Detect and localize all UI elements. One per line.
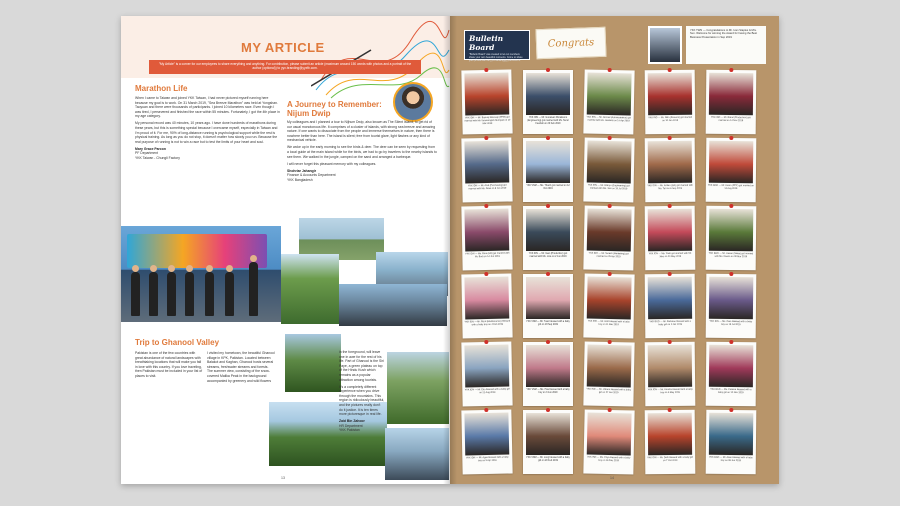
pushpin-icon: [729, 136, 733, 140]
bulletin-photo: [648, 141, 692, 183]
runner-figure: [149, 272, 158, 316]
bulletin-caption: YKK VNM — Ms. Thanh got married on 12 Oct 2019: [526, 185, 570, 190]
bulletin-photo-card: [523, 274, 573, 338]
ghanool-paragraph: in the foreground, will leave one in awe for the rest of his life. Part of Ghanool is the Siri Paye, a green plateau on top of the Hindu Kush which remains as a popular attraction among tourists.: [339, 350, 384, 382]
bulletin-photo: [709, 345, 753, 387]
valley-photo: [387, 352, 449, 424]
bulletin-caption: YKK BGD — Mr. Hasan (Sales) got married with Ms. Nasrin on 30 Mar 2019: [708, 252, 754, 259]
bulletin-photo: [648, 345, 692, 387]
bulletin-caption: YKK VNM — Ms. Hoa blessed with a baby boy on 3 Jun 2019: [526, 389, 570, 394]
pushpin-icon: [608, 204, 612, 208]
bulletin-photo-card: [583, 205, 634, 270]
bulletin-photo-card: [645, 70, 696, 135]
bulletin-photo-card: [706, 70, 757, 135]
bulletin-photo: [709, 73, 753, 115]
page-title: MY ARTICLE: [241, 40, 325, 55]
bulletin-caption: YKK IDN — Mr. Bayuaji Wisnuaji (PPM) got married with Ms Sumaningsih Murtiyati on 10 Mar 2019: [464, 116, 511, 125]
bulletin-photo-card: [523, 410, 573, 474]
bulletin-photo-card: [645, 138, 696, 203]
marathon-article: [135, 84, 280, 160]
bulletin-photo-card: [583, 137, 634, 202]
bulletin-photo-card: [706, 410, 757, 475]
bulletin-photo: [464, 73, 509, 116]
author-name: Mary Grace Parcon: [135, 146, 166, 151]
bulletin-caption: YKK BGD — Ms. Fatema blessed with a baby girl on 12 Nov 2019: [710, 388, 752, 395]
marathon-byline: [135, 147, 280, 160]
pushpin-icon: [546, 340, 550, 344]
bulletin-photo-card: [645, 274, 696, 339]
pushpin-icon: [608, 136, 612, 140]
marathon-photo: [121, 226, 281, 322]
nijum-paragraph: My colleagues and I planned a tour to Nijhum Dwip, also known as The Silent Island, to get rid of our usual monotonous life. It comprises of a cluster of islands, with strong sea breeze and amazing nature. If one wants to dissociate from the people and immerse themselves in nature, then there is nowhere better than here. The island is silent; free from tourist glare, light flashes or any kind of mechanical vehicle.: [287, 120, 436, 143]
pushpin-icon: [484, 408, 488, 412]
bulletin-photo-card: [523, 70, 573, 134]
bulletin-photo-card: [461, 273, 512, 338]
author-dept: PF Department: [135, 151, 158, 156]
author-name: Shohriar Jahangir: [287, 168, 317, 173]
pushpin-icon: [484, 204, 488, 208]
pushpin-icon: [546, 68, 550, 72]
pushpin-icon: [608, 340, 612, 344]
pushpin-icon: [668, 408, 672, 412]
bulletin-caption: YKK IDN — Mr. Eko blessed with a baby girl on 21 Aug 2019: [464, 388, 510, 395]
award-photo: [648, 26, 682, 64]
pushpin-icon: [546, 272, 550, 276]
author-dept: Finance & Accounts Department: [287, 173, 336, 178]
right-page: [450, 16, 779, 484]
pushpin-icon: [608, 68, 612, 72]
pushpin-icon: [668, 204, 672, 208]
page-number: 14: [610, 476, 614, 480]
bulletin-photo-card: [706, 206, 757, 271]
pushpin-icon: [608, 408, 612, 412]
race-banner: [127, 234, 267, 268]
pushpin-icon: [546, 136, 550, 140]
nijum-body: [287, 120, 437, 166]
pushpin-icon: [668, 136, 672, 140]
bulletin-photo: [709, 141, 753, 183]
pushpin-icon: [608, 272, 612, 276]
bulletin-caption: YKK IDN — Ms. Rina (HR) got married with Mr. Budi on 14 Jun 2019: [465, 252, 510, 259]
ghanool-paragraph: I visited my hometown, the beautiful Ghanool village in KPK, Pakistan. Located between Balakot and Kaghan, Ghanool hosts several streams, freshwater streams and forests. The summer view, consisting of the snow-covered Malika Peak in the background accompanied by greenery and wild flowers: [207, 351, 275, 383]
bulletin-photo: [464, 277, 509, 320]
pushpin-icon: [546, 408, 550, 412]
bulletin-photo-card: [583, 273, 634, 338]
bulletin-photo-card: [706, 342, 757, 407]
pushpin-icon: [668, 272, 672, 276]
bulletin-photo: [464, 413, 509, 456]
bulletin-photo: [648, 73, 692, 115]
bulletin-photo: [587, 413, 632, 456]
runner-figure: [205, 272, 214, 316]
runner-figure: [185, 272, 194, 316]
runner-figure: [225, 272, 234, 316]
pushpin-icon: [729, 68, 733, 72]
pushpin-icon: [668, 68, 672, 72]
bulletin-photo-card: [645, 206, 696, 271]
author-company: YKK Taiwan - Chungli Factory: [135, 155, 180, 160]
group-photo: [339, 284, 447, 326]
pushpin-icon: [484, 340, 488, 344]
bulletin-photo-card: [583, 409, 634, 474]
bulletin-caption: YKK BGD — Mr. Rahman blessed with a baby girl on 2 Oct 2019: [649, 320, 691, 327]
ghanool-body-b: [339, 350, 385, 417]
bulletin-caption: YKK IDN — Mr. Gunawan Wicaksono (Engineering) got married with Ms. Nurul Fauziah on 20 Feb 2019: [527, 117, 569, 125]
bulletin-photo-card: [523, 342, 573, 406]
bulletin-caption: YKK IND — Mr. Vikram blessed with a baby girl on 27 Jan 2019: [586, 388, 631, 395]
bulletin-caption: YKK IDN — Ms. Yanti got married with Mr. Joko on 20 May 2019: [648, 252, 692, 259]
author-dept: HR Department: [339, 423, 363, 428]
page-number: 13: [281, 476, 285, 480]
intro-banner: "My Article" is a corner for our employees to share everything and anything. For contribution, please submit an article (maximum around 150 words with photos and a portrait of the author (optional)) to yyx.branding@yyxfb.com.: [149, 60, 421, 74]
mountain-photo: [285, 334, 341, 392]
nijum-byline: [287, 169, 437, 182]
bulletin-photo: [526, 209, 570, 251]
bulletin-caption: YKK IDN — Mr. Ahmad (Administration) got married with Ms. Hedianti on 14 Apr 2019: [586, 116, 631, 123]
bulletin-photo: [526, 73, 570, 115]
bulletin-photo: [526, 277, 570, 319]
pushpin-icon: [546, 204, 550, 208]
bulletin-photo-card: [645, 410, 696, 475]
bulletin-caption: YKK VNM — Mr. Long blessed with a baby girl on 20 Feb 2019: [526, 457, 570, 462]
pushpin-icon: [729, 272, 733, 276]
author-portrait: [393, 82, 433, 122]
bulletin-header: [464, 30, 530, 60]
bulletin-photo-card: [461, 341, 512, 406]
bulletin-caption: YKK IDN — Mr. Hendra blessed with a baby boy on 9 May 2019: [647, 388, 693, 395]
bulletin-caption: YKK IDN — Mr. Dedi blessed with a baby girl on 7 Oct 2019: [647, 456, 694, 462]
bulletin-photo: [648, 209, 692, 251]
bulletin-photo-card: [461, 137, 512, 202]
bulletin-caption: YKK IND — Mr. Suresh (Marketing) got married on 25 Apr 2019: [588, 252, 629, 259]
bulletin-photo-card: [583, 69, 634, 134]
congrats-card: Congrats: [535, 27, 606, 59]
award-note: [686, 26, 766, 64]
ghanool-paragraph: Pakistan is one of the few countries with great abundance of natural landscapes with breathtaking locations that will make you fall in love with this country. If you love traveling, then Pakistan must be included in your list of places to visit.: [135, 351, 203, 378]
ghanool-body: [135, 351, 275, 383]
bulletin-subtitle: "Bulletin Board" was created to let our members share your own beautiful moments. Come to share your photos with us yyx.branding@yyxfb.com.cn: [469, 53, 523, 62]
bulletin-caption: YKK IND — Mr. Rahul (Production) got married on 14 Nov 2019: [711, 116, 751, 123]
bulletin-caption: YKK IDN — Ms. Dian blessed with a baby boy on 15 Jul 2019: [709, 320, 753, 327]
bulletin-caption: YKK IDN — Mr. Wahyu (Engineering) got married with Ms. Sari on 19 Jul 2019: [587, 184, 630, 191]
author-photo: [385, 428, 449, 480]
bulletin-photo: [464, 141, 509, 184]
magazine-spread: [121, 16, 779, 484]
bulletin-photo: [587, 345, 632, 388]
ghanool-paragraph: It's a completely different experience when you drive through the mountains. This region is ridiculously beautiful, and the pictures really don't do it justice. It is ten times more picturesque in real life.: [339, 384, 385, 417]
bulletin-caption: YKK IDN — Mr. Agus blessed with a baby boy on 5 Apr 2019: [466, 456, 509, 463]
bulletin-caption: YKK IDN — Mr. Ardian (QA) got married with Ms. Tari on 6 Sep 2019: [647, 184, 693, 191]
bulletin-photo: [587, 141, 632, 184]
bulletin-photo-card: [523, 138, 573, 202]
pushpin-icon: [668, 340, 672, 344]
nijum-article: [287, 120, 437, 182]
bulletin-photo: [587, 209, 632, 252]
nijum-paragraph: We woke up in the early morning to see the birds & deer. The deer can be seen by requesting from a local guide at the main island while for the birds, we had to go by travelers to the nearby islands to see them. We walked in the jungle, camped on the sand and arranged a barbeque.: [287, 145, 437, 159]
bulletin-photo: [709, 209, 753, 251]
bulletin-caption: YKK BGD — Mr. Karim (PPC) got married on 14 Aug 2019: [707, 184, 754, 190]
bulletin-caption: YKK IDN — Mr. Iwan (Production) got married with Ms. Lina on 2 Jun 2019: [528, 253, 568, 258]
bulletin-caption: YKK IND — Mr. Nitin (Finance) got married on 10 Jan 2019: [648, 116, 693, 122]
bulletin-photo-card: [523, 206, 573, 270]
bulletin-photo: [464, 345, 509, 388]
bulletin-caption: YKK VNM — Mr. Tuan blessed with a baby girl on 18 Sep 2019: [526, 321, 570, 326]
bulletin-caption: YKK IND — Mr. Amit blessed with a baby boy on 11 Mar 2019: [587, 320, 630, 327]
pushpin-icon: [484, 272, 488, 276]
pushpin-icon: [729, 408, 733, 412]
bulletin-photo-card: [645, 342, 696, 407]
ghanool-continued: [339, 350, 385, 433]
bulletin-caption: YKK BGD — Mr. Alam blessed with a baby boy on 28 Jun 2019: [709, 456, 753, 463]
marathon-paragraph: When I came to Taiwan and joined YKK Taiwan, I had never pictured myself running here because my goal is to work. On 31 March 2019, "Sea Breeze Marathon" was held at Yongshan. Taoyuan and there were thousands of participants. I joined 10 kilometers race. Even though I was tired, I persevered and finished the race within 55 minutes. Fortunately, I got the 4th place in my age category.: [135, 96, 280, 119]
bulletin-photo-card: [461, 205, 512, 270]
bulletin-photo-card: [461, 409, 512, 474]
bulletin-photo: [648, 277, 692, 319]
nijum-heading: A Journey to Remember: Nijum Dwip: [287, 100, 382, 118]
marathon-heading: Marathon Life: [135, 84, 188, 93]
bulletin-photo: [526, 141, 570, 183]
pushpin-icon: [729, 204, 733, 208]
bulletin-photo: [464, 209, 509, 252]
left-page: [121, 16, 450, 484]
bulletin-photo: [526, 413, 570, 455]
marathon-body: [135, 96, 280, 144]
runner-figure: [131, 272, 140, 316]
pushpin-icon: [484, 68, 488, 72]
bulletin-caption: YKK IND — Ms. Priya blessed with a baby boy on 16 Dec 2019: [587, 456, 631, 463]
author-company: YKK Bangladesh: [287, 177, 313, 182]
ghanool-article: [135, 338, 275, 383]
author-company: YKK Pakistan: [339, 428, 360, 433]
bulletin-title: Bulletin Board: [469, 34, 504, 52]
bulletin-caption: YKK IDN — Mr. Andi (Purchasing) got married with Ms. Dewi on 8 Jun 2019: [468, 184, 507, 191]
bulletin-photo-card: [583, 341, 634, 406]
author-name: Zaid Bin Zahoor: [339, 419, 365, 424]
marathon-paragraph: My personal record was 40 minutes, 10 years ago. I have done hundreds of marathons during these years, but this is something special because I overcame myself, especially in Taiwan and I'm proud of it. For me, 90% of long-distance running is psychological support while the rest is physical training. As long as you do not stop, it doesn't matter how slowly you run. Because the real purpose of running is not to win a race but to test the limits of your heart and soul.: [135, 121, 278, 144]
bulletin-photo-card: [706, 138, 757, 203]
bulletin-photo: [587, 73, 632, 116]
ghanool-byline: [339, 419, 385, 432]
award-note-text: YKK TWN — Congratulations to Mr. Ivan Staples & Mrs. Sun. Welcome for winning the Award for having the Best Business Presentation in Sep 2019: [690, 29, 757, 39]
bulletin-photo-card: [461, 69, 512, 134]
pushpin-icon: [484, 136, 488, 140]
bulletin-photo: [709, 277, 753, 319]
bulletin-photo: [587, 277, 632, 320]
bulletin-photo: [648, 413, 692, 455]
trees-photo: [281, 254, 339, 324]
bulletin-caption: YKK IDN — Mr. Rizal (Maintenance) blessed with a baby boy on 4 Feb 2019: [464, 320, 511, 327]
bulletin-photo: [526, 345, 570, 387]
runner-figure: [167, 272, 176, 316]
pushpin-icon: [729, 340, 733, 344]
bulletin-photo: [709, 413, 753, 455]
ghanool-heading: Trip to Ghanool Valley: [135, 338, 220, 347]
nijum-paragraph: I will never forget this pleasant memory with my colleagues.: [287, 161, 377, 166]
runner-figure: [249, 262, 258, 316]
bulletin-photo-card: [706, 274, 757, 339]
